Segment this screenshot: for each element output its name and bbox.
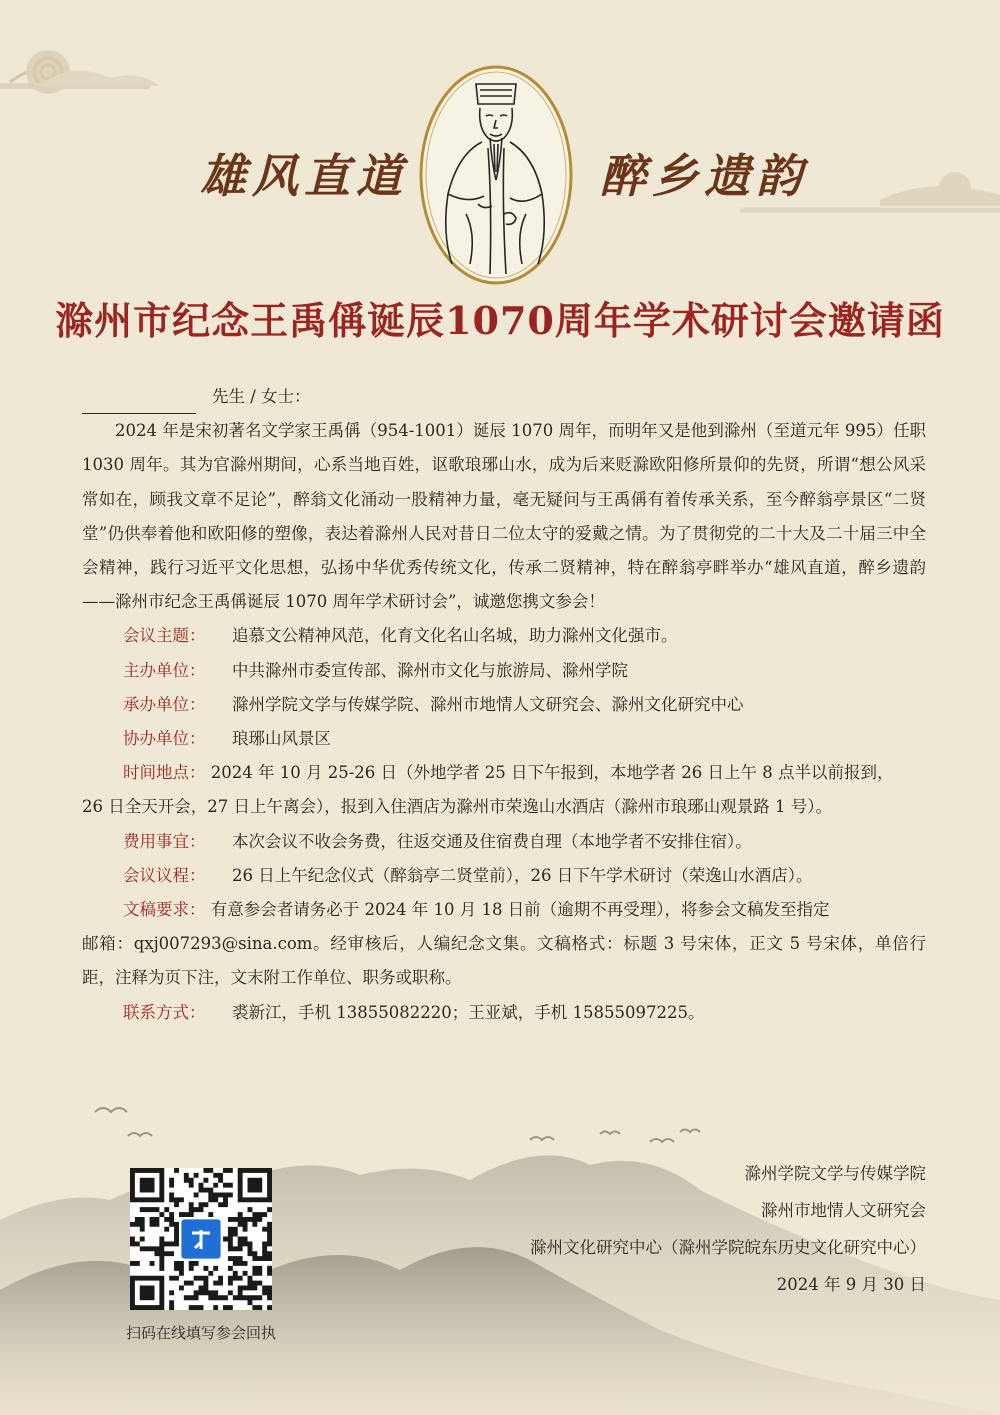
- letter-body: [82, 380, 926, 1030]
- time-place-value: 2024 年 10 月 25-26 日（外地学者 25 日下午报到，本地学者 26 日上午 8 点半以前报到，: [210, 763, 894, 783]
- invitation-title: 滁州市纪念王禹偁诞辰1070周年学术研讨会邀请函: [55, 298, 945, 343]
- signature-org-3: 滁州文化研究中心（滁州学院皖东历史文化研究中心）: [530, 1238, 926, 1257]
- time-place-continued: 26 日全天开会，27 日上午离会），报到入住酒店为滁州市荣逸山水酒店（滁州市琅琊山观景路 1 号）。: [82, 797, 832, 817]
- host-label: 主办单位：: [123, 660, 206, 680]
- contact-row: [82, 996, 926, 1030]
- co-organizer-label: 协办单位：: [123, 729, 206, 749]
- qr-finder-pattern: [130, 1168, 164, 1202]
- calligraphy-right: 醉乡遗韵: [600, 149, 808, 203]
- paper-requirements-row: [82, 893, 926, 927]
- organizer-value: 滁州学院文学与传媒学院、滁州市地情人文研究会、滁州文化研究中心: [232, 694, 744, 714]
- time-place-row: [82, 756, 926, 790]
- host-value: 中共滁州市委宣传部、滁州市文化与旅游局、滁州学院: [232, 660, 628, 680]
- fee-row: [82, 825, 926, 859]
- organizer-row: [82, 688, 926, 722]
- birds: [95, 1108, 700, 1142]
- organizer-label: 承办单位：: [123, 694, 206, 714]
- signature-org-2: 滁州市地情人文研究会: [761, 1201, 926, 1220]
- qr-caption: 扫码在线填写参会回执: [125, 1324, 276, 1342]
- name-blank: [82, 389, 196, 414]
- qr-finder-pattern: [130, 1276, 164, 1310]
- agenda-label: 会议议程：: [123, 865, 206, 885]
- calligraphy-left: 雄风直道: [200, 149, 408, 203]
- addressee-text: 先生 / 女士：: [212, 387, 311, 406]
- signature-org-1: 滁州学院文学与传媒学院: [744, 1164, 926, 1183]
- theme-value: 追慕文公精神风范，化育文化名山名城，助力滁州文化强市。: [232, 626, 678, 646]
- cloud-ornament-left: [0, 50, 160, 94]
- fee-value: 本次会议不收会务费，往返交通及住宿费自理（本地学者不安排住宿）。: [232, 831, 752, 851]
- fee-label: 费用事宜：: [123, 831, 206, 851]
- co-organizer-row: [82, 722, 926, 756]
- host-row: [82, 654, 926, 688]
- agenda-row: [82, 859, 926, 893]
- signature-date: 2024 年 9 月 30 日: [776, 1275, 926, 1294]
- theme-row: [82, 619, 926, 653]
- signature-block: [530, 1155, 926, 1303]
- qr-finder-pattern: [238, 1168, 272, 1202]
- theme-label: 会议主题：: [123, 626, 206, 646]
- co-organizer-value: 琅琊山风景区: [232, 729, 331, 749]
- paper-requirements-label: 文稿要求：: [123, 900, 206, 920]
- contact-value: 裘新江，手机 13855082220；王亚斌，手机 15855097225。: [232, 1002, 705, 1022]
- portrait-medallion: [418, 64, 574, 286]
- paper-requirements-value: 有意参会者请务必于 2024 年 10 月 18 日前（逾期不再受理），将参会文稿发至指定: [210, 900, 830, 920]
- time-place-label: 时间地点：: [123, 763, 206, 783]
- addressee-line: [82, 380, 926, 414]
- qr-logo-icon: [181, 1219, 220, 1258]
- contact-label: 联系方式：: [123, 1002, 206, 1022]
- intro-paragraph: 2024 年是宋初著名文学家王禹偁（954-1001）诞辰 1070 周年，而明年又是他到滁州（至道元年 995）任职 1030 周年。其为官滁州期间，心系当地百姓，讴歌琅琊山水，成为后来贬滁欧阳修所景仰的先贤，所谓“想公风采常如在，顾我文章不足论”，醉翁文化涌动一股精神力量，毫无疑问与王禹偁有着传承关系，至今醉翁亭景区“二贤堂”仍供奉着他和欧阳修的塑像，表达着滁州人民对昔日二位太守的爱戴之情。为了贯彻党的二十大及二十届三中全会精神，践行习近平文化思想，弘扬中华优秀传统文化，传承二贤精神，特在醉翁亭畔举办“雄风直道，醉乡遗韵——滁州市纪念王禹偁诞辰 1070 周年学术研讨会”，诚邀您携文参会！: [82, 421, 926, 612]
- agenda-value: 26 日上午纪念仪式（醉翁亭二贤堂前），26 日下午学术研讨（荣逸山水酒店）。: [232, 865, 813, 885]
- qr-code[interactable]: [130, 1168, 272, 1310]
- paper-requirements-continued: 邮箱：qxj007293@sina.com。经审核后，人编纪念文集。文稿格式：标题 3 号宋体，正文 5 号宋体，单倍行距，注释为页下注，文末附工作单位、职务或职称。: [82, 934, 926, 988]
